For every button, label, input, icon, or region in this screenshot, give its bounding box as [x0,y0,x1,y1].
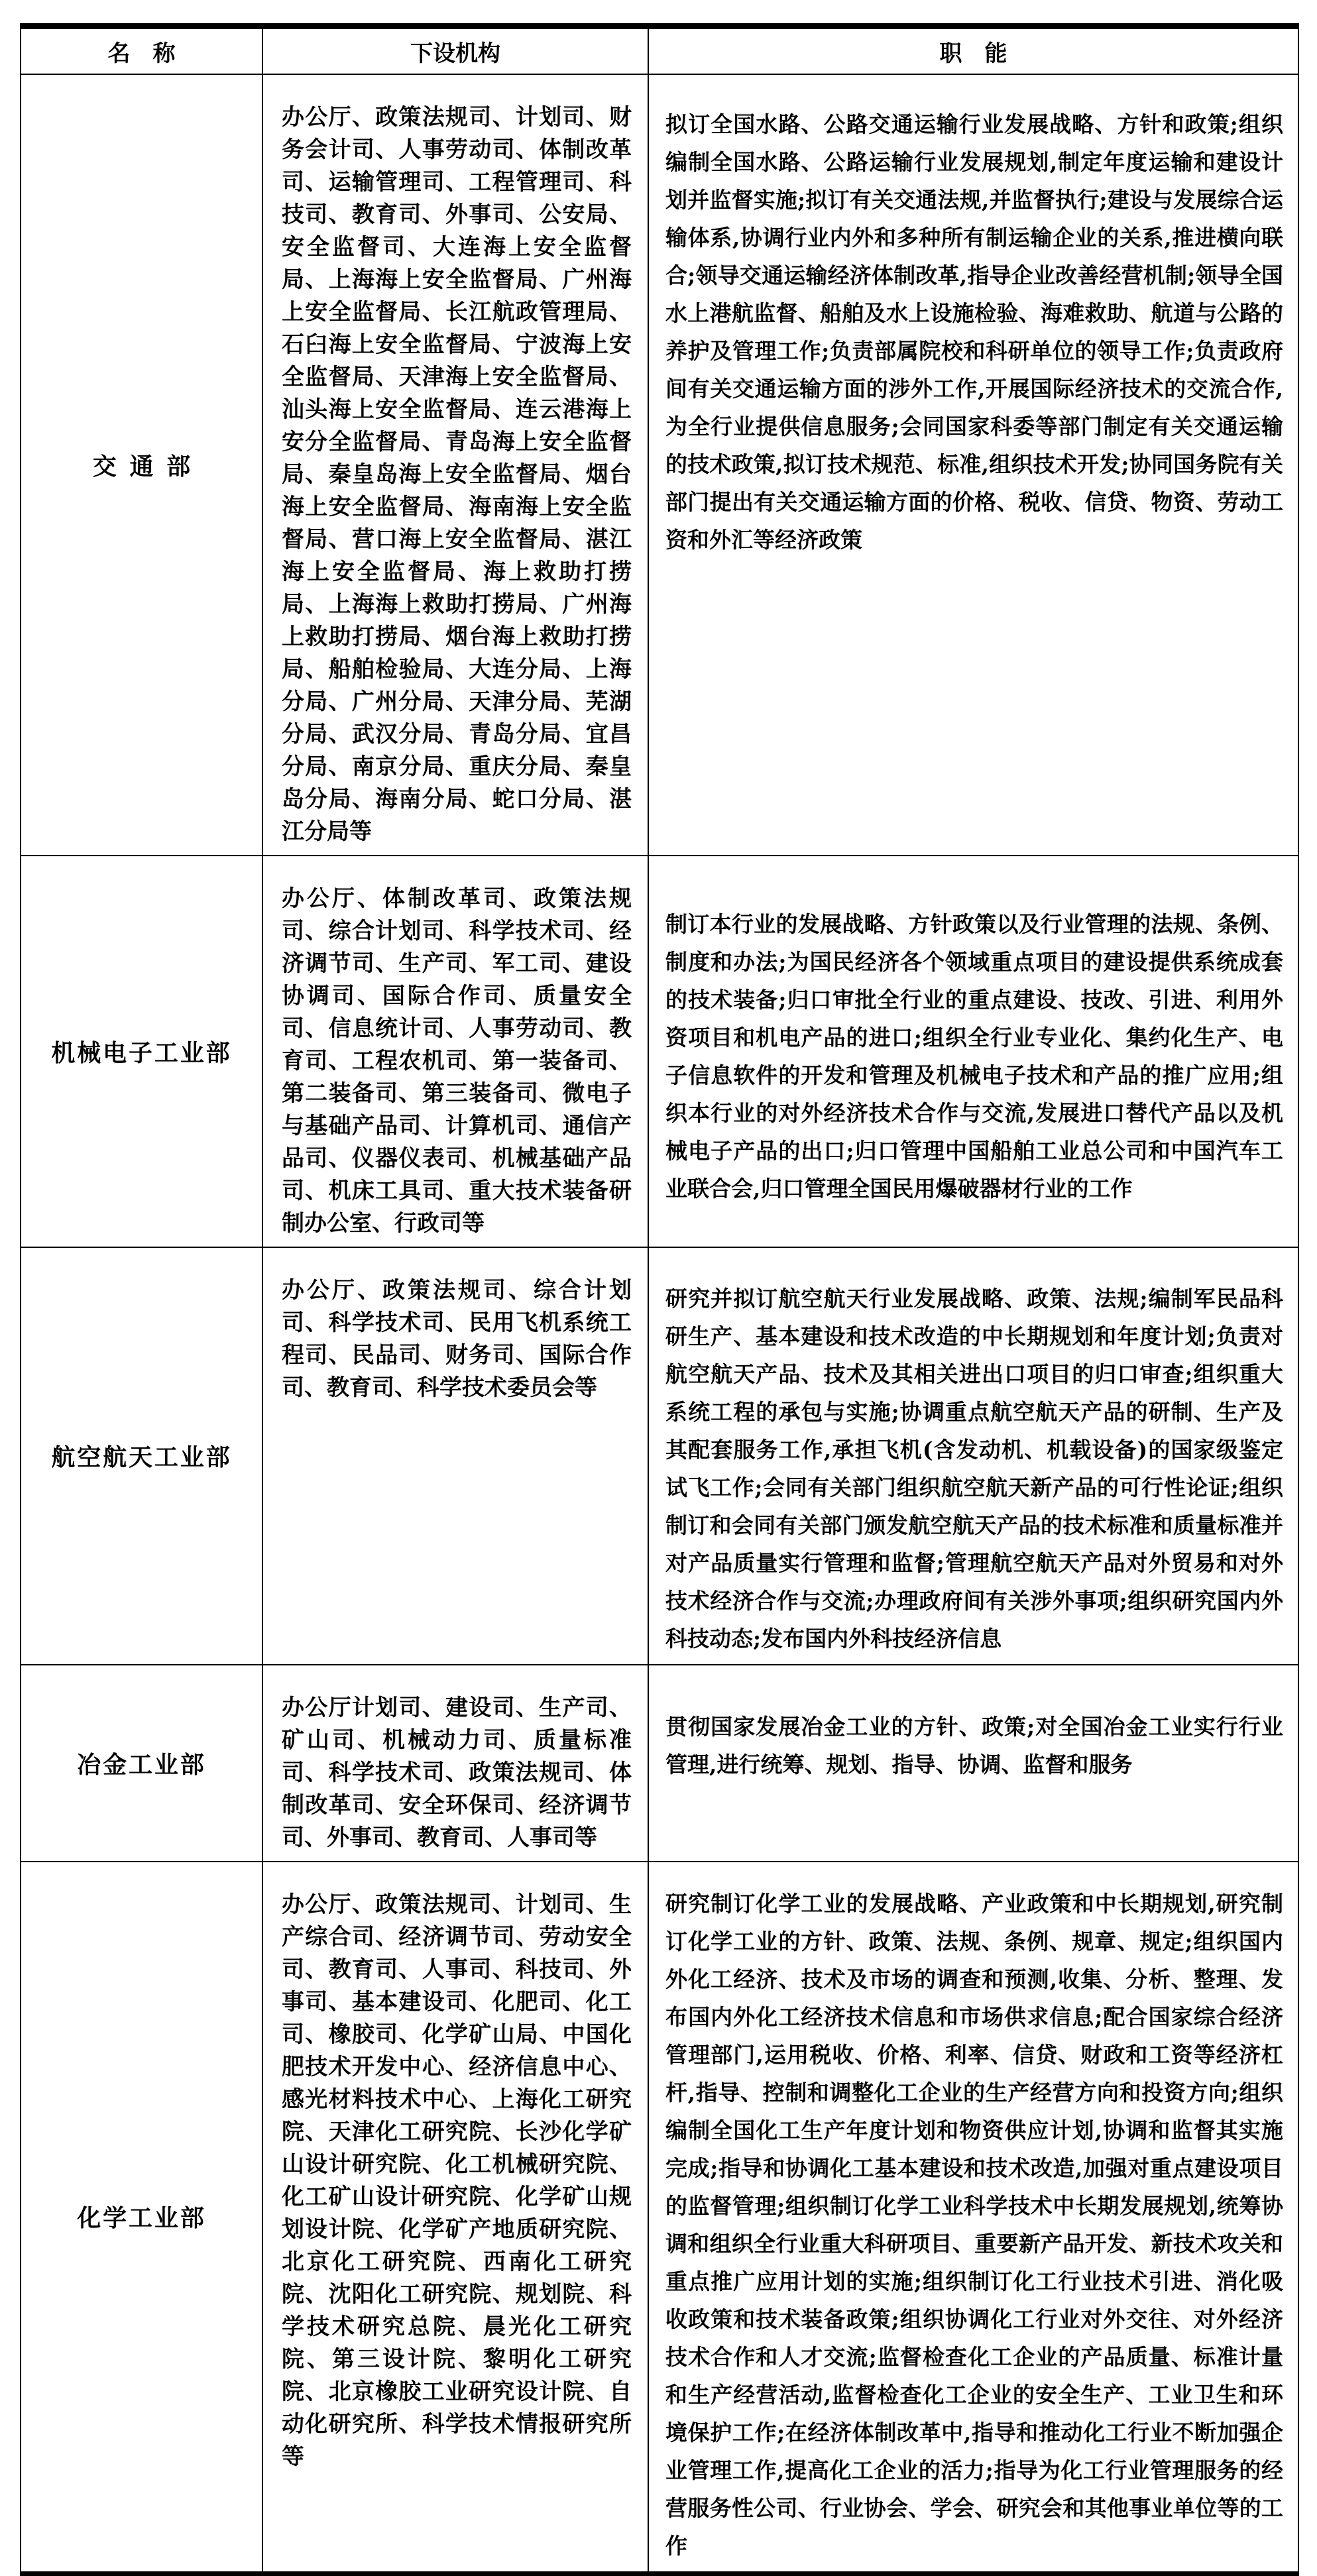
ministry-functions: 制订本行业的发展战略、方针政策以及行业管理的法规、条例、制度和办法;为国民经济各个领域重点项目的建设提供系统成套的技术装备;归口审批全行业的重点建设、技改、引进、利用外资项目和机电产品的进口;组织全行业专业化、集约化生产、电子信息软件的开发和管理及机械电子技术和产品的推广应用;组织本行业的对外经济技术合作与交流,发展进口替代产品以及机械电子产品的出口;归口管理中国船舶工业总公司和中国汽车工业联合会,归口管理全国民用爆破器材行业的工作 [648,856,1298,1247]
ministries-table [20,23,1299,2576]
ministry-subordinate-organs: 办公厅、政策法规司、计划司、生产综合司、经济调节司、劳动安全司、教育司、人事司、科技司、外事司、基本建设司、化肥司、化工司、橡胶司、化学矿山局、中国化肥技术开发中心、经济信息中心、感光材料技术中心、上海化工研究院、天津化工研究院、长沙化学矿山设计研究院、化工机械研究院、化工矿山设计研究院、化学矿山规划设计院、化学矿产地质研究院、北京化工研究院、西南化工研究院、沈阳化工研究院、规划院、科学技术研究总院、晨光化工研究院、第三设计院、黎明化工研究院、北京橡胶工业研究设计院、自动化研究所、科学技术情报研究所等 [262,1862,648,2574]
table-row-ministry-of-aerospace [21,1247,1298,1665]
table-row-ministry-of-communications [21,74,1298,856]
ministry-functions: 研究并拟订航空航天行业发展战略、政策、法规;编制军民品科研生产、基本建设和技术改造的中长期规划和年度计划;负责对航空航天产品、技术及其相关进出口项目的归口审查;组织重大系统工程的承包与实施;协调重点航空航天产品的研制、生产及其配套服务工作,承担飞机(含发动机、机载设备)的国家级鉴定试飞工作;会同有关部门组织航空航天新产品的可行性论证;组织制订和会同有关部门颁发航空航天产品的技术标准和质量标准并对产品质量实行管理和监督;管理航空航天产品对外贸易和对外技术经济合作与交流;办理政府间有关涉外事项;组织研究国内外科技动态;发布国内外科技经济信息 [648,1247,1298,1665]
ministry-subordinate-organs: 办公厅、政策法规司、计划司、财务会计司、人事劳动司、体制改革司、运输管理司、工程管理司、科技司、教育司、外事司、公安局、安全监督司、大连海上安全监督局、上海海上安全监督局、广州海上安全监督局、长江航政管理局、石臼海上安全监督局、宁波海上安全监督局、天津海上安全监督局、汕头海上安全监督局、连云港海上安分全监督局、青岛海上安全监督局、秦皇岛海上安全监督局、烟台海上安全监督局、海南海上安全监督局、营口海上安全监督局、湛江海上安全监督局、海上救助打捞局、上海海上救助打捞局、广州海上救助打捞局、烟台海上救助打捞局、船舶检验局、大连分局、上海分局、广州分局、天津分局、芜湖分局、武汉分局、青岛分局、宜昌分局、南京分局、重庆分局、秦皇岛分局、海南分局、蛇口分局、湛江分局等 [262,74,648,856]
ministry-functions: 研究制订化学工业的发展战略、产业政策和中长期规划,研究制订化学工业的方针、政策、法规、条例、规章、规定;组织国内外化工经济、技术及市场的调查和预测,收集、分析、整理、发布国内外化工经济技术信息和市场供求信息;配合国家综合经济管理部门,运用税收、价格、利率、信贷、财政和工资等经济杠杆,指导、控制和调整化工企业的生产经营方向和投资方向;组织编制全国化工生产年度计划和物资供应计划,协调和监督其实施完成;指导和协调化工基本建设和技术改造,加强对重点建设项目的监督管理;组织制订化学工业科学技术中长期发展规划,统筹协调和组织全行业重大科研项目、重要新产品开发、新技术攻关和重点推广应用计划的实施;组织制订化工行业技术引进、消化吸收政策和技术装备政策;组织协调化工行业对外交往、对外经济技术合作和人才交流;监督检查化工企业的产品质量、标准计量和生产经营活动,监督检查化工企业的安全生产、工业卫生和环境保护工作;在经济体制改革中,指导和推动化工行业不断加强企业管理工作,提高化工企业的活力;指导为化工行业管理服务的经营服务性公司、行业协会、学会、研究会和其他事业单位等的工作 [648,1862,1298,2574]
ministry-functions: 贯彻国家发展冶金工业的方针、政策;对全国冶金工业实行行业管理,进行统筹、规划、指导、协调、监督和服务 [648,1665,1298,1862]
ministry-subordinate-organs: 办公厅计划司、建设司、生产司、矿山司、机械动力司、质量标准司、科学技术司、政策法规司、体制改革司、安全环保司、经济调节司、外事司、教育司、人事司等 [262,1665,648,1862]
ministry-functions: 拟订全国水路、公路交通运输行业发展战略、方针和政策;组织编制全国水路、公路运输行业发展规划,制定年度运输和建设计划并监督实施;拟订有关交通法规,并监督执行;建设与发展综合运输体系,协调行业内外和多种所有制运输企业的关系,推进横向联合;领导交通运输经济体制改革,指导企业改善经营机制;领导全国水上港航监督、船舶及水上设施检验、海难救助、航道与公路的养护及管理工作;负责部属院校和科研单位的领导工作;负责政府间有关交通运输方面的涉外工作,开展国际经济技术的交流合作,为全行业提供信息服务;会同国家科委等部门制定有关交通运输的技术政策,拟订技术规范、标准,组织技术开发;协同国务院有关部门提出有关交通运输方面的价格、税收、信贷、物资、劳动工资和外汇等经济政策 [648,74,1298,856]
table-header-row [21,27,1298,74]
table-row-ministry-of-machinery-electronics [21,856,1298,1247]
table-row-ministry-of-metallurgy [21,1665,1298,1862]
column-header-subordinate-organs: 下设机构 [262,27,648,74]
ministry-name: 交通部 [21,74,262,856]
column-header-functions: 职 能 [648,27,1298,74]
ministry-subordinate-organs: 办公厅、体制改革司、政策法规司、综合计划司、科学技术司、经济调节司、生产司、军工司、建设协调司、国际合作司、质量安全司、信息统计司、人事劳动司、教育司、工程农机司、第一装备司、第二装备司、第三装备司、微电子与基础产品司、计算机司、通信产品司、仪器仪表司、机械基础产品司、机床工具司、重大技术装备研制办公室、行政司等 [262,856,648,1247]
ministry-name: 化学工业部 [21,1862,262,2574]
ministry-name: 航空航天工业部 [21,1247,262,1665]
ministry-name: 冶金工业部 [21,1665,262,1862]
column-header-name: 名 称 [21,27,262,74]
ministry-subordinate-organs: 办公厅、政策法规司、综合计划司、科学技术司、民用飞机系统工程司、民品司、财务司、国际合作司、教育司、科学技术委员会等 [262,1247,648,1665]
ministry-name: 机械电子工业部 [21,856,262,1247]
table-row-ministry-of-chemical-industry [21,1862,1298,2574]
